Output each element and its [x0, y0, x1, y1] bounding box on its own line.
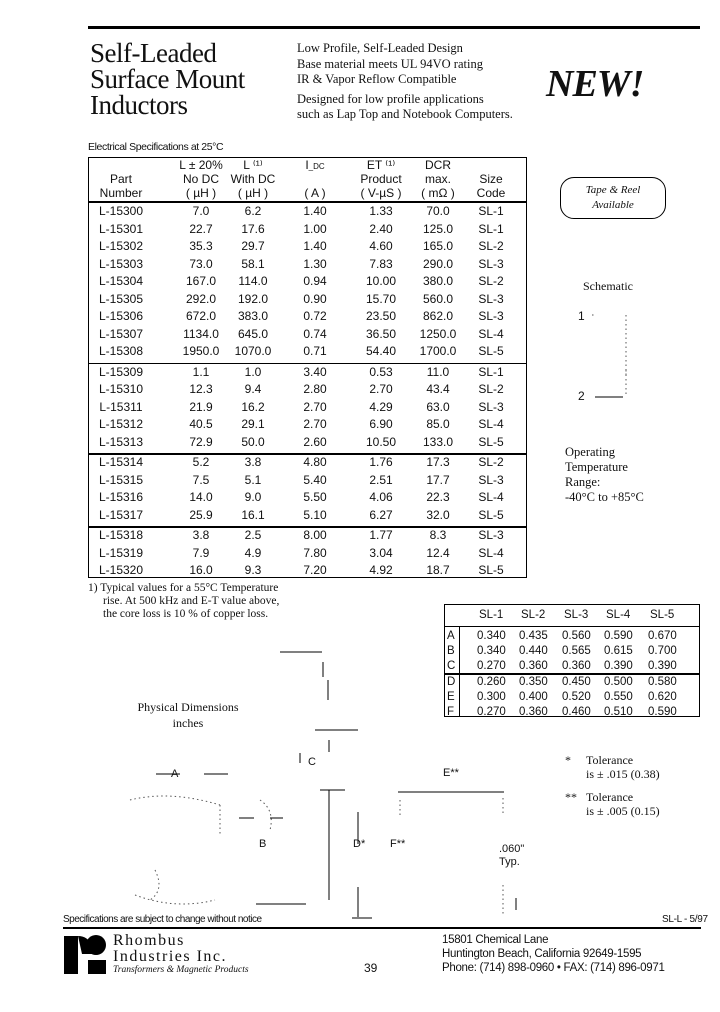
table-cell: 1.1 — [192, 364, 210, 379]
dimension-drawing-icon — [120, 640, 540, 920]
dim-row-label: D — [447, 676, 456, 688]
dim-label-typ: .060" — [499, 843, 525, 855]
table-cell: 0.90 — [303, 291, 327, 306]
table-cell: 22.7 — [189, 221, 213, 236]
table-cell: 2.60 — [303, 434, 327, 449]
table-cell: 7.20 — [303, 563, 327, 577]
company-name-line: Industries Inc. — [113, 948, 228, 965]
electrical-spec-table — [88, 157, 527, 578]
column-header: Part — [109, 172, 132, 186]
table-cell: 1950.0 — [182, 344, 220, 358]
feature: such as Lap Top and Notebook Computers. — [297, 107, 513, 121]
table-cell: L-15313 — [98, 434, 144, 449]
table-cell: SL-4 — [478, 545, 504, 560]
table-cell: 10.00 — [365, 274, 397, 288]
dim-cell: 0.360 — [562, 660, 591, 672]
table-cell: 6.90 — [369, 417, 393, 431]
table-cell: 1.30 — [303, 256, 327, 271]
dim-row-label: F — [447, 706, 455, 718]
op-line: -40°C to +85°C — [565, 490, 644, 504]
feature-list — [297, 41, 513, 123]
feature: Designed for low profile applications — [297, 91, 484, 106]
dim-label-d: D* — [353, 838, 366, 850]
table-cell: 43.4 — [426, 382, 450, 396]
table-cell: 383.0 — [237, 309, 269, 323]
table-cell: 0.74 — [303, 326, 327, 341]
table-cell: L-15307 — [98, 326, 144, 341]
table-cell: L-15318 — [98, 528, 144, 542]
footnote — [88, 582, 279, 621]
table-cell: 7.9 — [192, 545, 210, 560]
dim-cell: 0.340 — [477, 645, 506, 657]
company-address — [442, 933, 665, 975]
company-tagline: Transformers & Magnetic Products — [113, 965, 249, 975]
table-cell: L-15310 — [98, 382, 144, 396]
dim-header: SL-5 — [650, 609, 675, 621]
table-cell: 4.29 — [369, 399, 393, 414]
table-cell: SL-5 — [478, 563, 504, 577]
table-cell: SL-2 — [478, 382, 504, 396]
table-cell: 1.00 — [303, 221, 327, 236]
table-cell: SL-3 — [478, 528, 504, 542]
feature: IR & Vapor Reflow Compatible — [297, 72, 457, 86]
table-cell: 6.2 — [244, 204, 262, 218]
table-cell: 7.5 — [192, 472, 210, 487]
dim-label-a: A — [171, 768, 179, 780]
tolerance-line: is ± .005 (0.15) — [586, 804, 660, 818]
table-cell: SL-2 — [478, 274, 504, 288]
dim-row-label: C — [447, 660, 456, 672]
dim-cell: 0.360 — [519, 706, 548, 718]
table-cell: 4.06 — [369, 490, 393, 504]
table-cell: 2.70 — [303, 417, 327, 431]
column-header: Number — [99, 186, 143, 200]
table-cell: 16.2 — [241, 399, 265, 414]
column-header: No DC — [182, 172, 219, 186]
table-cell: 8.00 — [303, 528, 327, 542]
column-header: ( mΩ ) — [421, 186, 455, 200]
table-cell: 672.0 — [185, 309, 217, 323]
dim-cell: 0.390 — [604, 660, 633, 672]
table-cell: SL-1 — [478, 221, 504, 236]
table-cell: L-15315 — [98, 472, 144, 487]
tolerance-mark: ** — [565, 790, 577, 804]
footnote-line: the core loss is 10 % of copper loss. — [103, 608, 269, 620]
dim-label-f: F** — [390, 838, 406, 850]
table-cell: L-15309 — [98, 364, 144, 379]
table-cell: L-15316 — [98, 490, 144, 504]
dim-cell: 0.460 — [562, 706, 591, 718]
table-cell: 380.0 — [422, 274, 454, 288]
dim-header-divider — [445, 626, 699, 627]
dim-header: SL-3 — [564, 609, 589, 621]
table-cell: 1134.0 — [183, 326, 219, 341]
dim-header: SL-1 — [479, 609, 504, 621]
header-divider — [89, 201, 526, 203]
table-cell: 72.9 — [189, 434, 213, 449]
tape-reel-badge — [560, 177, 666, 219]
table-cell: 0.94 — [303, 274, 327, 288]
table-cell: 16.1 — [241, 507, 265, 522]
tolerance-line: is ± .015 (0.38) — [586, 767, 660, 781]
footnote-line: 1) Typical values for a 55°C Temperature — [88, 582, 279, 594]
table-cell: SL-4 — [478, 490, 504, 504]
dim-row-label: A — [447, 630, 455, 642]
column-header: ( V-µS ) — [360, 186, 402, 200]
table-cell: 11.0 — [426, 364, 450, 379]
inductor-schematic-icon — [590, 305, 640, 405]
table-cell: 9.3 — [244, 563, 262, 577]
table-cell: SL-3 — [478, 472, 504, 487]
table-cell: L-15311 — [99, 399, 143, 414]
table-cell: 192.0 — [237, 291, 269, 306]
tolerance-mark: * — [565, 753, 571, 767]
tolerance-2 — [565, 790, 660, 818]
table-cell: 2.51 — [369, 472, 393, 487]
table-cell: 17.3 — [426, 455, 450, 469]
table-cell: 29.7 — [241, 239, 265, 253]
table-cell: 1070.0 — [234, 344, 272, 358]
table-cell: 22.3 — [426, 490, 450, 504]
column-header: With DC — [230, 172, 276, 186]
table-cell: 1.77 — [369, 528, 393, 542]
table-cell: SL-1 — [478, 364, 504, 379]
dim-label-c: C — [308, 756, 316, 768]
table-cell: 5.50 — [303, 490, 327, 504]
company-logo-icon — [64, 934, 108, 976]
table-cell: 133.0 — [422, 434, 454, 449]
table-cell: 0.53 — [369, 364, 393, 379]
table-cell: 3.40 — [303, 364, 327, 379]
table-cell: 0.71 — [303, 344, 327, 358]
table-cell: 645.0 — [237, 326, 269, 341]
table-cell: 29.1 — [241, 417, 265, 431]
table-cell: SL-4 — [478, 417, 504, 431]
column-header: I_DC — [305, 158, 325, 172]
dim-row-label: E — [447, 691, 455, 703]
table-cell: SL-3 — [478, 291, 504, 306]
dim-cell: 0.565 — [562, 645, 591, 657]
table-cell: 14.0 — [189, 490, 213, 504]
table-cell: 63.0 — [426, 399, 450, 414]
table-cell: 4.92 — [369, 563, 393, 577]
dim-label-e: E** — [443, 767, 459, 779]
doc-code: SL-L - 5/97 — [662, 914, 708, 925]
table-cell: 1250.0 — [419, 326, 457, 341]
dim-cell: 0.260 — [477, 676, 506, 688]
table-cell: 2.40 — [369, 221, 393, 236]
table-cell: L-15314 — [98, 455, 144, 469]
table-cell: SL-3 — [478, 399, 504, 414]
tape-reel-line: Tape & Reel — [585, 184, 641, 196]
column-header: max. — [424, 172, 451, 186]
dim-cell: 0.670 — [648, 630, 677, 642]
company-name-line: Rhombus — [113, 932, 185, 949]
table-cell: SL-5 — [478, 434, 504, 449]
operating-temperature — [565, 445, 644, 505]
table-cell: 17.6 — [241, 221, 265, 236]
title-line: Self-Leaded — [90, 38, 217, 68]
table-cell: 0.72 — [303, 309, 327, 323]
table-cell: 9.4 — [244, 382, 262, 396]
dim-row-label: B — [447, 645, 455, 657]
table-cell: 2.70 — [303, 399, 327, 414]
table-cell: 17.7 — [426, 472, 450, 487]
table-cell: 5.10 — [303, 507, 327, 522]
table-cell: 7.80 — [303, 545, 327, 560]
dim-cell: 0.500 — [604, 676, 633, 688]
table-cell: 50.0 — [241, 434, 265, 449]
table-cell: 290.0 — [422, 256, 454, 271]
table-cell: L-15317 — [98, 507, 144, 522]
dim-header: SL-4 — [606, 609, 631, 621]
table-cell: 1.40 — [303, 204, 327, 218]
table-cell: 114.0 — [238, 274, 268, 288]
table-cell: 862.0 — [422, 309, 454, 323]
table-cell: 4.9 — [244, 545, 262, 560]
table-cell: 15.70 — [365, 291, 397, 306]
table-cell: SL-5 — [478, 344, 504, 358]
table-cell: SL-1 — [478, 204, 504, 218]
table-cell: 1700.0 — [419, 344, 457, 358]
schematic-pin-1: 1 — [578, 309, 585, 323]
table-cell: L-15306 — [98, 309, 144, 323]
table-cell: 1.0 — [244, 364, 262, 379]
dim-cell: 0.580 — [648, 676, 677, 688]
table-cell: L-15301 — [98, 221, 144, 236]
table-cell: 70.0 — [426, 204, 450, 218]
table-cell: L-15305 — [98, 291, 144, 306]
schematic-label: Schematic — [583, 279, 633, 293]
dim-cell: 0.615 — [604, 645, 633, 657]
table-cell: SL-2 — [478, 455, 504, 469]
dim-cell: 0.400 — [519, 691, 548, 703]
table-cell: 2.70 — [369, 382, 393, 396]
column-header: Size — [479, 172, 503, 186]
table-cell: L-15320 — [98, 563, 144, 577]
physical-line: inches — [172, 716, 204, 730]
table-cell: 16.0 — [189, 563, 213, 577]
table-cell: 18.7 — [426, 563, 450, 577]
spec-caption: Electrical Specifications at 25°C — [88, 141, 224, 153]
column-header: Product — [360, 172, 402, 186]
table-cell: L-15300 — [98, 204, 144, 218]
feature: Low Profile, Self-Leaded Design — [297, 41, 463, 55]
schematic-pin-2: 2 — [578, 389, 585, 403]
dim-label-typ2: Typ. — [499, 856, 520, 868]
table-cell: 35.3 — [189, 239, 213, 253]
table-cell: 3.04 — [369, 545, 393, 560]
table-cell: 23.50 — [365, 309, 397, 323]
table-cell: 3.8 — [192, 528, 210, 542]
column-header: L ± 20% — [179, 158, 223, 172]
op-line: Range: — [565, 475, 601, 489]
dim-cell: 0.340 — [477, 630, 506, 642]
table-cell: 12.3 — [189, 382, 213, 396]
table-cell: 4.80 — [303, 455, 327, 469]
table-cell: 58.1 — [241, 256, 265, 271]
dim-cell: 0.350 — [519, 676, 548, 688]
table-cell: 8.3 — [429, 528, 447, 542]
column-header: Code — [476, 186, 506, 200]
column-header: L ⁽¹⁾ — [243, 158, 263, 172]
table-cell: 292.0 — [185, 291, 217, 306]
dim-cell: 0.300 — [477, 691, 506, 703]
footnote-line: rise. At 500 kHz and E-T value above, — [103, 595, 280, 607]
table-cell: 1.40 — [303, 239, 327, 253]
dim-cell: 0.360 — [519, 660, 548, 672]
table-cell: 5.40 — [303, 472, 327, 487]
top-rule — [88, 26, 700, 29]
dim-cell: 0.590 — [604, 630, 633, 642]
table-cell: L-15304 — [98, 274, 144, 288]
table-cell: 25.9 — [189, 507, 213, 522]
table-cell: 6.27 — [369, 507, 393, 522]
table-cell: 10.50 — [365, 434, 397, 449]
table-cell: L-15319 — [98, 545, 144, 560]
dim-cell: 0.270 — [477, 706, 506, 718]
feature: Base material meets UL 94VO rating — [297, 56, 483, 71]
tolerance-1 — [565, 753, 660, 781]
table-cell: 5.2 — [192, 455, 210, 469]
address-line: Phone: (714) 898-0960 • FAX: (714) 896-0971 — [442, 962, 665, 974]
table-cell: 21.9 — [189, 399, 213, 414]
table-cell: 2.5 — [244, 528, 262, 542]
address-line: 15801 Chemical Lane — [442, 934, 549, 946]
title-line: Inductors — [90, 90, 188, 120]
dim-label-b: B — [259, 838, 267, 850]
page-number: 39 — [364, 961, 378, 975]
table-cell: 167.0 — [185, 274, 217, 288]
column-header: ( µH ) — [237, 186, 269, 200]
dim-cell: 0.440 — [519, 645, 548, 657]
table-cell: 12.4 — [426, 545, 450, 560]
dim-header: SL-2 — [521, 609, 546, 621]
table-cell: 9.0 — [244, 490, 262, 504]
table-cell: 1.76 — [369, 455, 393, 469]
table-cell: 1.33 — [369, 204, 393, 218]
tolerance-line: Tolerance — [586, 790, 634, 804]
table-cell: SL-3 — [478, 309, 504, 323]
physical-line: Physical Dimensions — [137, 700, 239, 714]
table-cell: 7.83 — [369, 256, 393, 271]
table-cell: 32.0 — [426, 507, 450, 522]
dim-cell: 0.700 — [648, 645, 677, 657]
table-cell: SL-2 — [478, 239, 504, 253]
table-cell: 85.0 — [426, 417, 450, 431]
company-name — [113, 933, 227, 965]
table-cell: 165.0 — [422, 239, 454, 253]
dim-cell: 0.510 — [604, 706, 633, 718]
dim-cell: 0.550 — [604, 691, 633, 703]
table-cell: 5.1 — [244, 472, 262, 487]
table-cell: L-15302 — [98, 239, 144, 253]
table-cell: 54.40 — [365, 344, 397, 358]
table-cell: SL-5 — [478, 507, 504, 522]
tape-reel-line: Available — [592, 199, 634, 211]
table-cell: 7.0 — [192, 204, 210, 218]
table-cell: 73.0 — [189, 256, 213, 271]
dim-cell: 0.450 — [562, 676, 591, 688]
table-cell: 560.0 — [422, 291, 454, 306]
address-line: Huntington Beach, California 92649-1595 — [442, 948, 642, 960]
dim-cell: 0.435 — [519, 630, 548, 642]
tolerance-line: Tolerance — [586, 753, 634, 767]
column-header: DCR — [425, 158, 451, 172]
dim-cell: 0.520 — [562, 691, 591, 703]
column-header: ( µH ) — [185, 186, 217, 200]
dim-cell: 0.390 — [648, 660, 677, 672]
table-cell: 4.60 — [369, 239, 393, 253]
table-cell: L-15303 — [98, 256, 144, 271]
op-line: Temperature — [565, 460, 628, 474]
table-cell: L-15308 — [98, 344, 144, 358]
table-cell: 40.5 — [189, 417, 213, 431]
footer-rule — [63, 927, 701, 929]
table-cell: SL-3 — [478, 256, 504, 271]
page-title — [90, 40, 245, 118]
dim-cell: 0.590 — [648, 706, 677, 718]
op-line: Operating — [565, 445, 615, 459]
dim-cell: 0.560 — [562, 630, 591, 642]
title-line: Surface Mount — [90, 64, 245, 94]
table-cell: 2.80 — [303, 382, 327, 396]
column-header: ET ⁽¹⁾ — [366, 158, 396, 172]
change-notice: Specifications are subject to change without notice — [63, 914, 262, 925]
table-cell: 125.0 — [422, 221, 454, 236]
table-cell: 3.8 — [244, 455, 262, 469]
table-cell: L-15312 — [98, 417, 144, 431]
table-cell: SL-4 — [478, 326, 504, 341]
dim-cell: 0.270 — [477, 660, 506, 672]
dim-cell: 0.620 — [648, 691, 677, 703]
new-badge: NEW! — [546, 63, 644, 105]
table-cell: 36.50 — [365, 326, 397, 341]
column-header: ( A ) — [304, 186, 326, 200]
